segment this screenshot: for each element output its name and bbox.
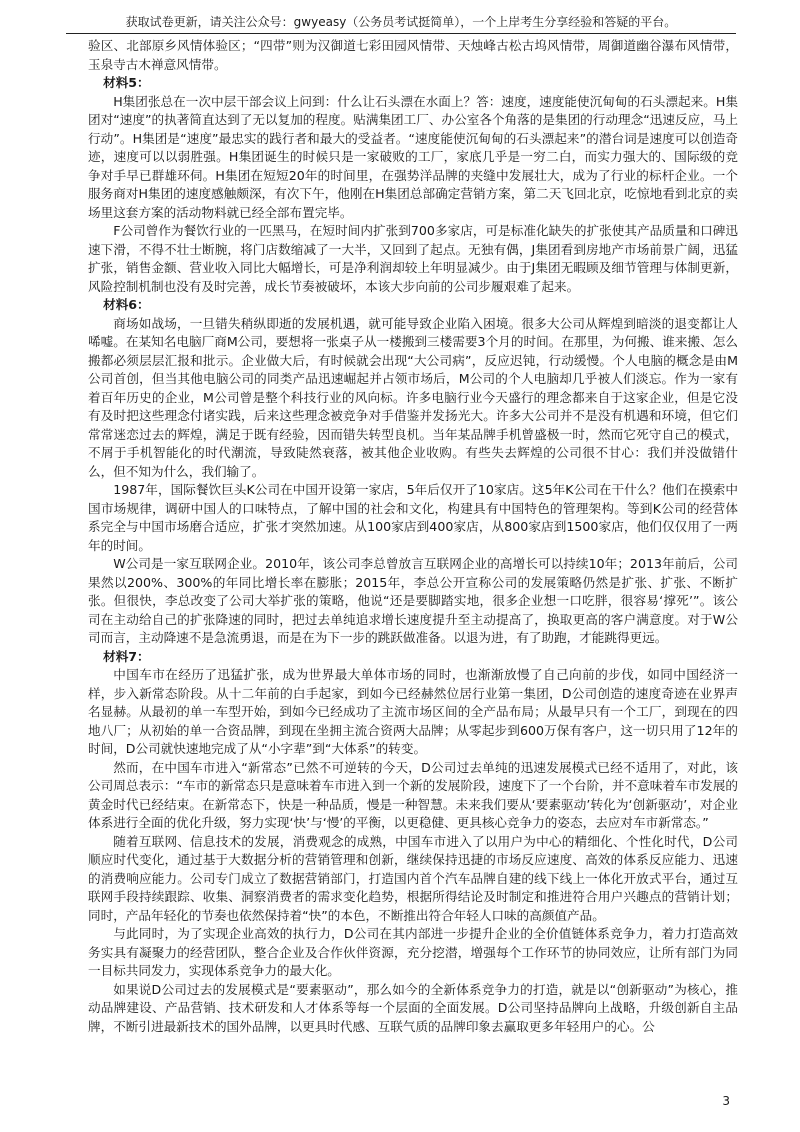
paragraph: 1987年，国际餐饮巨头K公司在中国开设第一家店，5年后仅开了10家店。这5年K公司在干什么？他们在摸索中国市场规律，调研中国人的口味特点，了解中国的社会和文化，构建具有中国特色的管理架构。等到K公司的经营体系完全与中国市场磨合适应，扩张才突然加速。从100家店到400家店，从800家店到1500家店，他们仅仅用了一两年的时间。 xyxy=(88,482,738,553)
paragraph: 与此同时，为了实现企业高效的执行力，D公司在其内部进一步提升企业的全价值链体系竞争力，着力打造高效务实具有凝聚力的经营团队，整合企业及合作伙伴资源，充分挖潜，增强每个工作环节的协同效应，让所有部门为同一目标共同发力，实现体系竞争力的最大化。 xyxy=(88,926,738,978)
page-number: 3 xyxy=(722,1094,730,1108)
paragraph: 中国车市在经历了迅猛扩张，成为世界最大单体市场的同时，也渐渐放慢了自己向前的步伐，如同中国经济一样，步入新常态阶段。从十二年前的白手起家，到如今已经赫然位居行业第一集团，D公司创造的速度奇迹在业界声名显赫。从最初的单一车型开始，到如今已经成功了主流市场区间的全产品布局；从最早只有一个工厂，到现在的四地八厂；从初始的单一合资品牌，到现在坐拥主流合资两大品牌；从零起步到600万保有客户，这一切只用了12年的时间，D公司就快速地完成了从“小字辈”到“大体系”的转变。 xyxy=(88,667,738,756)
material-5-heading: 材料5： xyxy=(103,75,150,90)
material-6-heading: 材料6： xyxy=(103,297,150,312)
paragraph: W公司是一家互联网企业。2010年，该公司李总曾放言互联网企业的高增长可以持续10年；2013年前后，公司果然以200%、300%的年同比增长率在膨胀；2015年，李总公开宣称公司的发展策略仍然是扩张、扩张、不断扩张。但很快，李总改变了公司大举扩张的策略，他说“还是要脚踏实地，很多企业想一口吃胖，很容易‘撑死’”。该公司在主动给自己的扩张降速的同时，把过去单纯追求增长速度提升至主动提高了，换取更高的客户满意度。对于W公司而言，主动降速不是急流勇退，而是在为下一步的跳跃做准备。以退为进，有了助跑，才能跳得更远。 xyxy=(88,556,738,645)
paragraph: 然而，在中国车市进入“新常态”已然不可逆转的今天，D公司过去单纯的迅速发展模式已经不适用了，对此，该公司周总表示：“车市的新常态只是意味着车市进入到一个新的发展阶段，速度下了一个台阶，并不意味着车市发展的黄金时代已经结束。在新常态下，快是一种品质，慢是一种智慧。未来我们要从‘要素驱动’转化为‘创新驱动’，对企业体系进行全面的优化升级，努力实现‘快’与‘慢’的平衡，以更稳健、更具核心竞争力的姿态，去应对车市新常态。” xyxy=(88,759,738,830)
material-7-heading: 材料7： xyxy=(103,648,150,664)
document-body xyxy=(88,37,738,1036)
paragraph: 如果说D公司过去的发展模式是“要素驱动”，那么如今的全新体系竞争力的打造，就是以“创新驱动”为核心，推动品牌建设、产品营销、技术研发和人才体系等每一个层面的全面发展。D公司坚持品牌向上战略，升级创新自主品牌，不断引进最新技术的国外品牌，以更具时代感、互联气质的品牌印象去赢取更多年轻用户的心。公 xyxy=(88,981,738,1034)
continuation-paragraph: 验区、北部原乡风情体验区；“四带”则为汉御道七彩田园风情带、天烛峰古松古坞风情带，周御道幽谷瀑布风情带，玉泉寺古木禅意风情带。 xyxy=(88,38,738,72)
paragraph: 商场如战场，一旦错失稍纵即逝的发展机遇，就可能导致企业陷入困境。很多大公司从辉煌到暗淡的退变都让人唏嘘。在某知名电脑厂商M公司，要想将一张桌子从一楼搬到三楼需要3个月的时间。在那里，为何搬、谁来搬、怎么搬都必须层层汇报和批示。企业做大后，有时候就会出现“大公司病”，反应迟钝，行动缓慢。个人电脑的概念是由M公司首创，但当其他电脑公司的同类产品迅速崛起并占领市场后，M公司的个人电脑却几乎被人们淡忘。作为一家有着百年历史的企业，M公司曾是整个科技行业的风向标。许多电脑行业今天盛行的理念都来自于这家企业，但是它没有及时把这些理念付诸实践，后来这些理念被竞争对手借鉴并发扬光大。许多大公司并不是没有机遇和环境，但它们常常迷恋过去的辉煌，满足于既有经验，因而错失转型良机。当年某品牌手机曾盛极一时，然而它死守自己的模式，不屑于手机智能化的时代潮流，导致陡然衰落，被其他企业收购。有些失去辉煌的公司很不甘心：我们并没做错什么，但不知为什么，我们输了。 xyxy=(88,315,738,479)
paragraph: H集团张总在一次中层干部会议上问到：什么让石头漂在水面上？答：速度，速度能使沉甸甸的石头漂起来。H集团对“速度”的执著简直达到了无以复加的程度。贴满集团工厂、办公室各个角落的是集团的行动理念“迅速反应，马上行动”。H集团是“速度”最忠实的践行者和最大的受益者。“速度能使沉甸甸的石头漂起来”的潜台词是速度可以创造奇迹，速度可以以弱胜强。H集团诞生的时候只是一家破败的工厂，家底几乎是一穷二白，而实力强大的、国际级的竞争对手早已群雄环伺。H集团在短短20年的时间里，在强势洋品牌的夹缝中发展壮大，成为了行业的标杆企业。一个服务商对H集团的速度感触颇深，有次下午，他刚在H集团总部确定营销方案，第二天飞回北京，吃惊地看到北京的卖场里这套方案的活动物料就已经全部布置完毕。 xyxy=(88,93,738,220)
paragraph: 随着互联网、信息技术的发展，消费观念的成熟，中国车市进入了以用户为中心的精细化、个性化时代，D公司顺应时代变化，通过基于大数据分析的营销管理和创新，继续保持迅捷的市场反应速度、高效的体系反应能力、迅速的消费响应能力。公司专门成立了数据营销部门，打造国内首个汽车品牌自建的线下线上一体化开放式平台，通过互联网手段持续跟踪、收集、洞察消费者的需求变化趋势，根据所得结论及时制定和推进符合用户兴趣点的营销计划；同时，产品年轻化的节奏也依然保持着“快”的本色，不断推出符合年轻人口味的高颜值产品。 xyxy=(88,833,738,923)
paragraph: F公司曾作为餐饮行业的一匹黑马，在短时间内扩张到700多家店，可是标准化缺失的扩张使其产品质量和口碑迅速下滑，不得不壮士断腕，将门店数缩减了一大半，又回到了起点。无独有偶，J集团看到房地产市场前景广阔，迅猛扩张，销售金额、营业收入同比大幅增长，可是净利润却较上年明显减少。由于J集团无暇顾及细节管理与体制更新，风险控制机制也没有及时完善，成长节奏被破坏，本该大步向前的公司步履艰难了起来。 xyxy=(88,223,738,294)
page-header: 获取试卷更新，请关注公众号：gwyeasy（公务员考试挺简单），一个上岸考生分享经验和答疑的平台。 xyxy=(66,14,736,34)
